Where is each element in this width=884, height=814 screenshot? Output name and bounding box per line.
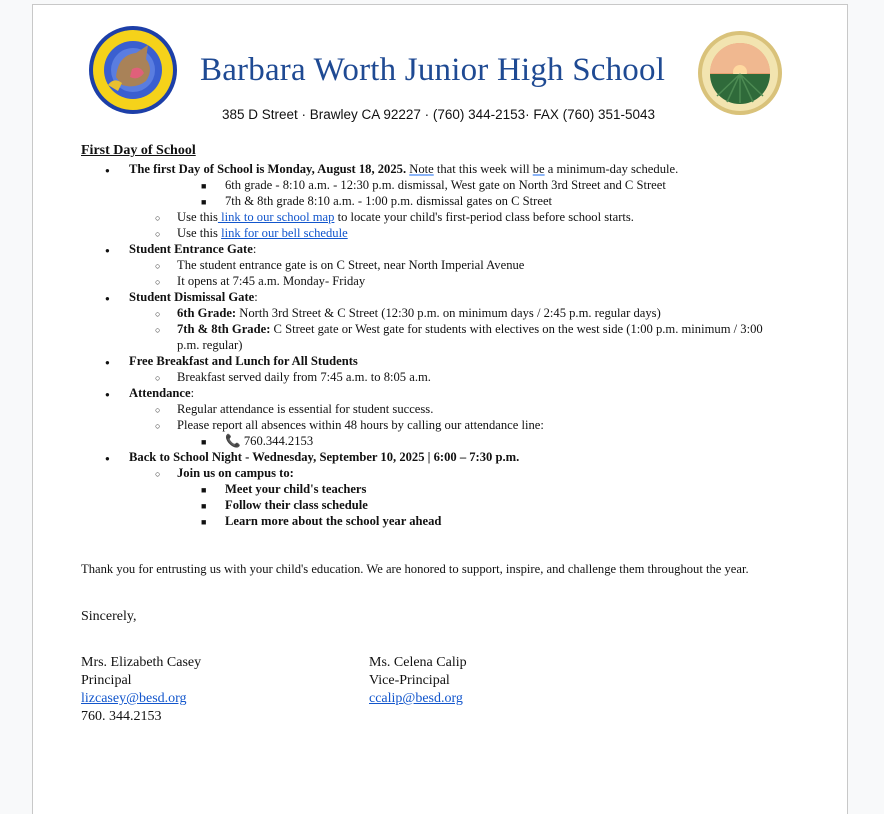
vice-principal-email-link[interactable]: ccalip@besd.org [369, 691, 463, 706]
back-to-school-night-item: ● Back to School Night - Wednesday, September 10, 2025 | 6:00 – 7:30 p.m. [81, 449, 781, 465]
list-item: ○ Please report all absences within 48 hours by calling our attendance line: [81, 417, 781, 433]
list-item: ○ Regular attendance is essential for student success. [81, 401, 781, 417]
first-day-item: ● The first Day of School is Monday, August 18, 2025. Note that this week will be a minimum-day schedule. [81, 161, 781, 177]
bullet-circle [155, 225, 160, 242]
bullet-square [201, 433, 206, 450]
bullet-circle [155, 305, 160, 322]
spacer [81, 577, 781, 609]
list-item: ○ It opens at 7:45 a.m. Monday- Friday [81, 273, 781, 289]
school-map-link[interactable]: link to our school map [217, 210, 335, 224]
district-seal-logo [697, 30, 783, 116]
schedule-item: ■ 6th grade - 8:10 a.m. - 12:30 p.m. dismissal, West gate on North 3rd Street and C Street [81, 177, 781, 193]
school-name-title: Barbara Worth Junior High School [200, 52, 666, 88]
list-item: ○ Join us on campus to: [81, 465, 781, 481]
school-mascot-logo [88, 25, 178, 115]
bullet-circle [155, 273, 160, 290]
schedule-item: ■ 7th & 8th grade 8:10 a.m. - 1:00 p.m. dismissal gates on C Street [81, 193, 781, 209]
bullet-circle [155, 369, 160, 386]
entrance-gate-item: ● Student Entrance Gate: [81, 241, 781, 257]
meals-item: ● Free Breakfast and Lunch for All Students [81, 353, 781, 369]
bullet-circle [155, 257, 160, 274]
bullet-circle [155, 209, 160, 226]
bell-schedule-item: ○ Use this link for our bell schedule [81, 225, 781, 241]
section-heading: First Day of School [81, 143, 196, 158]
bullet-square [201, 513, 206, 530]
bell-schedule-link[interactable]: link for our bell schedule [221, 226, 348, 240]
school-address: 385 D Street · Brawley CA 92227 · (760) 344-2153· FAX (760) 351-5043 [222, 107, 655, 122]
bullet-circle [155, 401, 160, 418]
sincerely: Sincerely, [81, 609, 137, 624]
principal-signature [81, 654, 201, 726]
thank-you-paragraph: Thank you for entrusting us with your child's education. We are honored to support, inspire, and challenge them throughout the year. [81, 562, 749, 576]
bullet-square [201, 193, 206, 210]
attendance-phone: ■ 📞 760.344.2153 [81, 433, 781, 449]
letter-body [81, 143, 781, 625]
signer-name: Mrs. Elizabeth Casey [81, 655, 202, 670]
principal-email-link[interactable]: lizcasey@besd.org [81, 691, 187, 706]
bullet-square [201, 481, 206, 498]
signer-name: Ms. Celena Calip [369, 655, 467, 670]
grammar-suggestion-be[interactable]: be [532, 162, 545, 176]
signer-phone: 760. 344.2153 [81, 709, 162, 724]
list-item: ○ 7th & 8th Grade: C Street gate or West gate for students with electives on the west side (1:00 p.m. minimum / 3:00 p.m. regular) [81, 321, 777, 353]
spacer [81, 529, 781, 561]
dismissal-gate-item: ● Student Dismissal Gate: [81, 289, 781, 305]
bullet-circle [155, 321, 160, 338]
vice-principal-signature [369, 654, 467, 708]
signer-title: Principal [81, 673, 132, 688]
list-item: ○ The student entrance gate is on C Street, near North Imperial Avenue [81, 257, 781, 273]
list-item: ○ 6th Grade: North 3rd Street & C Street (12:30 p.m. on minimum days / 2:45 p.m. regular days) [81, 305, 781, 321]
list-item: ■ Meet your child's teachers [81, 481, 781, 497]
school-map-item: ○ Use this link to our school map to locate your child's first-period class before school starts. [81, 209, 781, 225]
list-item: ○ Breakfast served daily from 7:45 a.m. to 8:05 a.m. [81, 369, 781, 385]
list-item: ■ Follow their class schedule [81, 497, 781, 513]
bullet-circle [155, 465, 160, 482]
phone-icon: 📞 [225, 434, 241, 448]
bullet-circle [155, 417, 160, 434]
bullet-square [201, 497, 206, 514]
grammar-suggestion-note[interactable]: Note [409, 162, 434, 176]
list-item: ■ Learn more about the school year ahead [81, 513, 781, 529]
signer-title: Vice-Principal [369, 673, 450, 688]
attendance-item: ● Attendance: [81, 385, 781, 401]
bullet-square [201, 177, 206, 194]
